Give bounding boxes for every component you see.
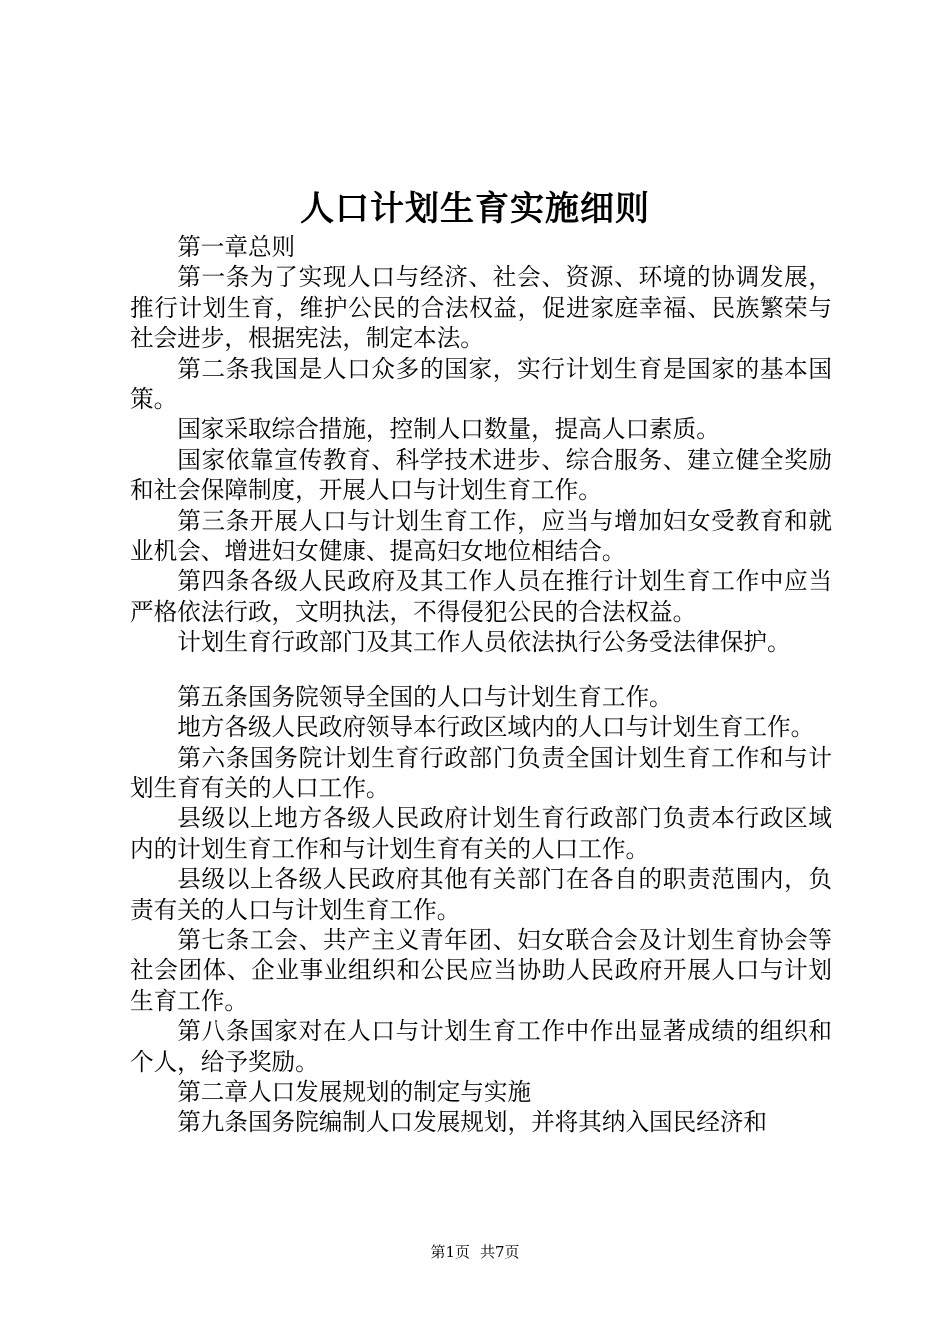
chapter-heading: 第二章人口发展规划的制定与实施 bbox=[177, 1077, 532, 1106]
article-paragraph: 第四条各级人民政府及其工作人员在推行计划生育工作中应当严格依法行政，文明执法，不得侵犯公民的合法权益。 bbox=[130, 567, 832, 626]
article-paragraph: 第八条国家对在人口与计划生育工作中作出显著成绩的组织和个人，给予奖励。 bbox=[130, 1017, 832, 1076]
article-paragraph: 国家采取综合措施，控制人口数量，提高人口素质。 bbox=[177, 415, 720, 444]
article-paragraph: 第五条国务院领导全国的人口与计划生育工作。 bbox=[177, 682, 673, 711]
article-paragraph: 第六条国务院计划生育行政部门负责全国计划生育工作和与计划生育有关的人口工作。 bbox=[130, 743, 832, 802]
article-paragraph: 县级以上地方各级人民政府计划生育行政部门负责本行政区域内的计划生育工作和与计划生育有关的人口工作。 bbox=[130, 804, 832, 863]
article-paragraph: 第三条开展人口与计划生育工作，应当与增加妇女受教育和就业机会、增进妇女健康、提高妇女地位相结合。 bbox=[130, 506, 832, 566]
article-paragraph: 第九条国务院编制人口发展规划，并将其纳入国民经济和 bbox=[177, 1108, 768, 1137]
document-title: 人口计划生育实施细则 bbox=[300, 189, 650, 229]
article-paragraph: 地方各级人民政府领导本行政区域内的人口与计划生育工作。 bbox=[177, 713, 815, 742]
article-paragraph: 县级以上各级人民政府其他有关部门在各自的职责范围内，负责有关的人口与计划生育工作。 bbox=[130, 865, 832, 924]
page-footer bbox=[0, 1242, 950, 1262]
page-number: 第1页 bbox=[430, 1243, 470, 1261]
document-body bbox=[130, 232, 832, 1138]
article-paragraph: 第二条我国是人口众多的国家，实行计划生育是国家的基本国策。 bbox=[130, 354, 832, 414]
article-paragraph: 第一条为了实现人口与经济、社会、资源、环境的协调发展，推行计划生育，维护公民的合法权益，促进家庭幸福、民族繁荣与社会进步，根据宪法，制定本法。 bbox=[130, 263, 832, 353]
article-paragraph: 国家依靠宣传教育、科学技术进步、综合服务、建立健全奖励和社会保障制度，开展人口与计划生育工作。 bbox=[130, 445, 832, 505]
article-paragraph: 第七条工会、共产主义青年团、妇女联合会及计划生育协会等社会团体、企业事业组织和公民应当协助人民政府开展人口与计划生育工作。 bbox=[130, 925, 832, 1015]
chapter-heading: 第一章总则 bbox=[177, 233, 296, 261]
article-paragraph: 计划生育行政部门及其工作人员依法执行公务受法律保护。 bbox=[177, 628, 791, 657]
page-count: 共7页 bbox=[480, 1243, 520, 1261]
